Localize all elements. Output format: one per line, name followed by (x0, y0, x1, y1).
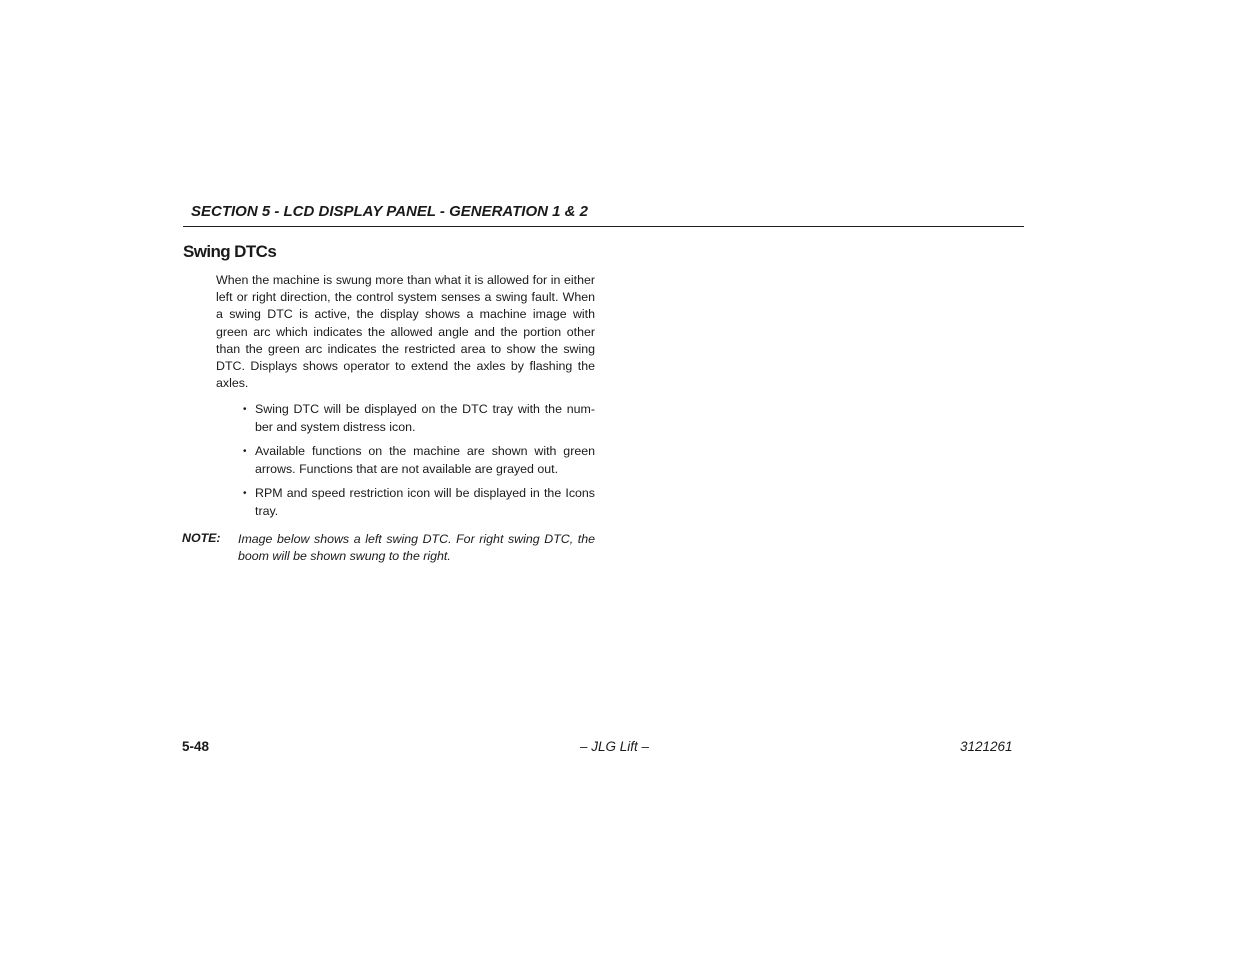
list-item-text: Available functions on the machine are shown with green arrows. Functions that are not available are grayed out. (255, 444, 595, 476)
bullet-icon: • (243, 404, 247, 415)
note-label: NOTE: (182, 531, 221, 545)
page-number: 5-48 (182, 739, 210, 754)
list-item-text: Swing DTC will be displayed on the DTC tray with the num-ber and system distress icon. (255, 402, 595, 434)
list-item (241, 485, 595, 520)
document-number: 3121261 (960, 739, 1013, 754)
bullet-icon: • (243, 488, 247, 499)
list-item (241, 401, 595, 436)
header-divider (183, 226, 1024, 227)
page-heading: Swing DTCs (183, 242, 277, 261)
bullet-list (241, 401, 595, 527)
list-item-text: RPM and speed restriction icon will be displayed in the Icons tray. (255, 486, 595, 518)
list-item (241, 443, 595, 478)
body-paragraph: When the machine is swung more than what it is allowed for in either left or right direction, the control system senses a swing fault. When a swing DTC is active, the display shows a machine image with green arc which indicates the allowed angle and the portion other than the green arc indicates the restricted area to show the swing DTC. Displays shows operator to extend the axles by flashing the axles. (216, 273, 595, 391)
bullet-icon: • (243, 446, 247, 457)
note-text: Image below shows a left swing DTC. For right swing DTC, the boom will be shown swung to the right. (238, 532, 595, 564)
footer-title: – JLG Lift – (580, 739, 650, 754)
section-header: SECTION 5 - LCD DISPLAY PANEL - GENERATION 1 & 2 (191, 203, 588, 220)
